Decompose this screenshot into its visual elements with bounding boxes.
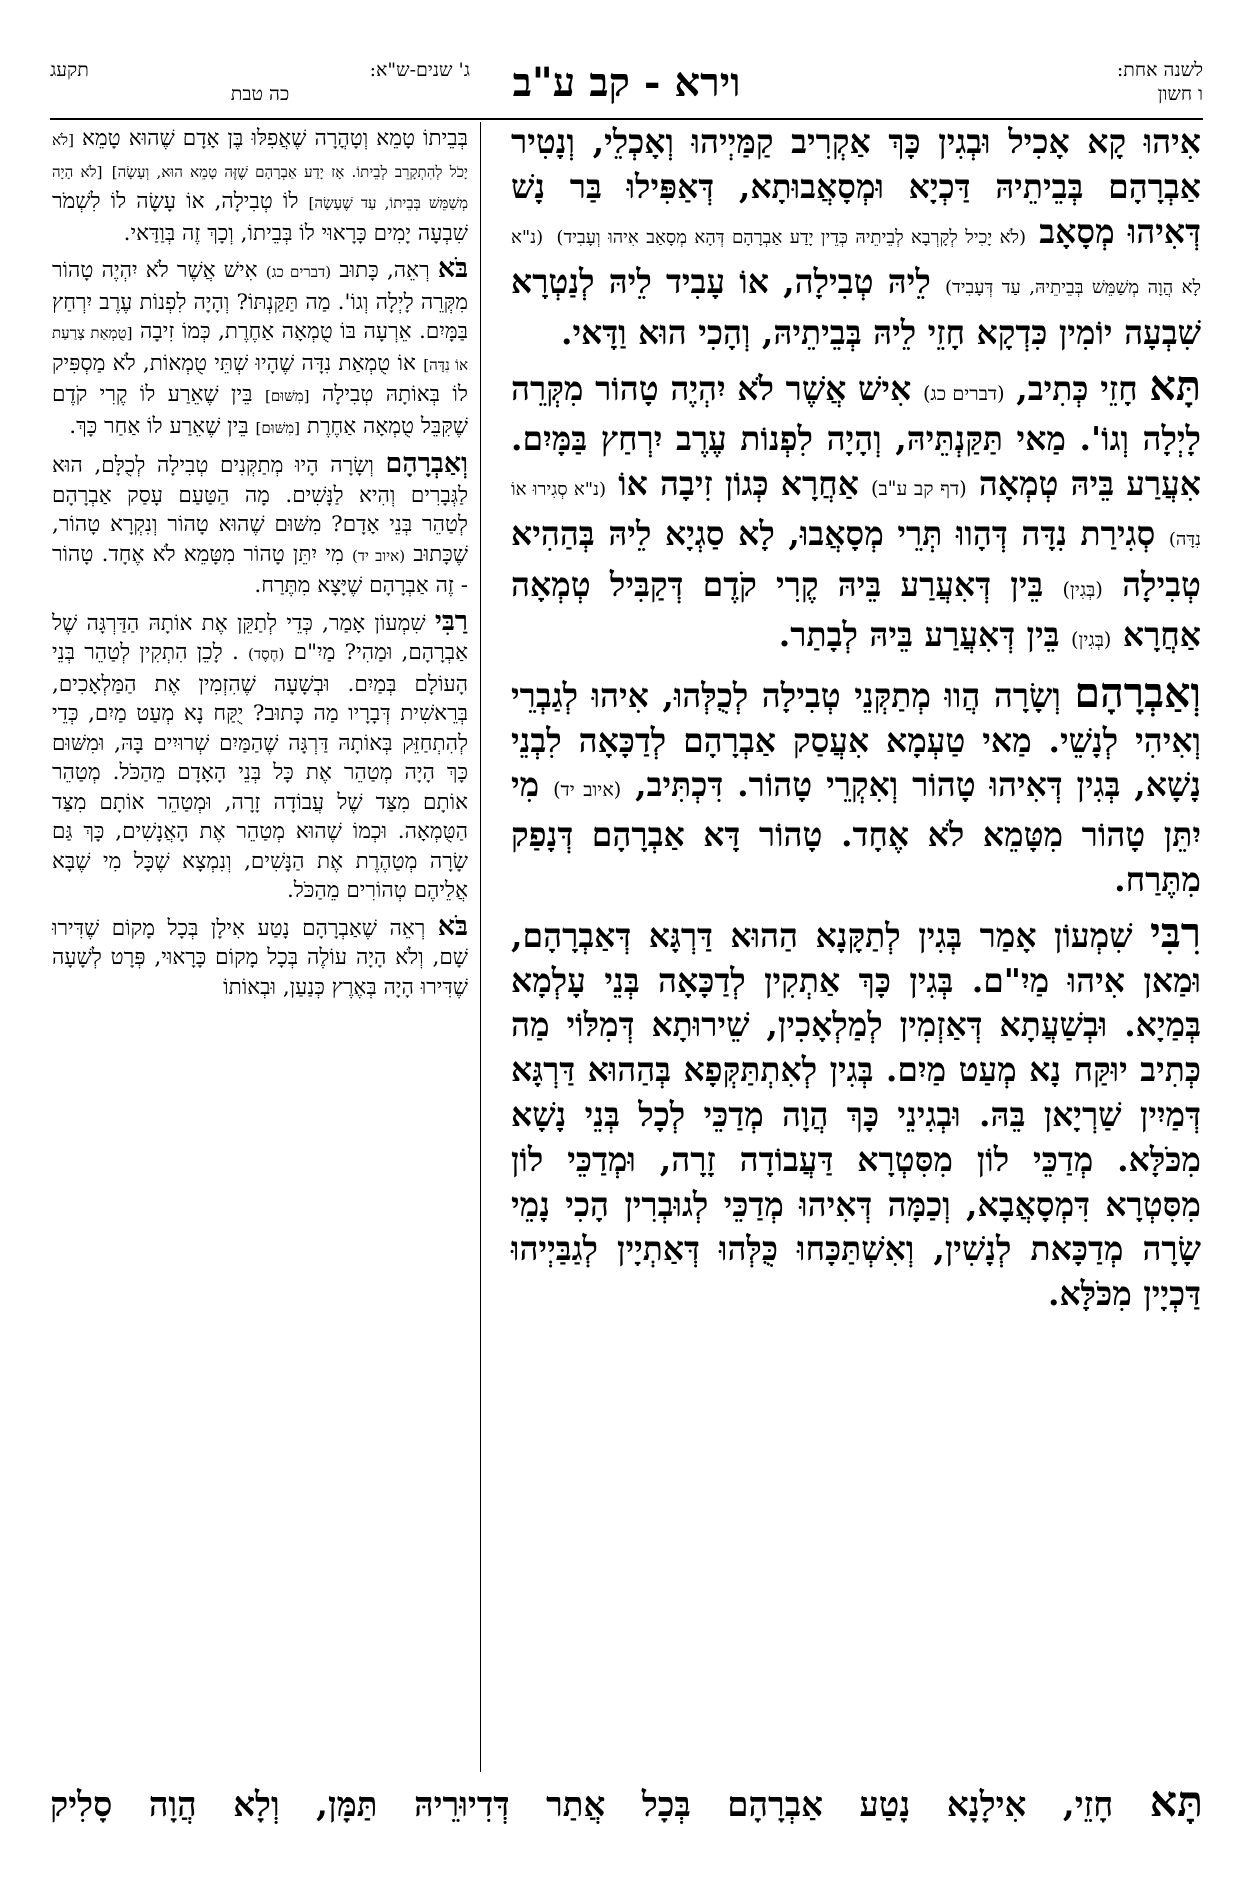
side-p1-text-2: לוֹ טְבִילָה, אוֹ עָשָׂה לוֹ לִשְׁמֹר שִׁבְעָה יָמִים כָּרָאוּי לוֹ בְּבֵיתוֹ, וְכָךְ זֶה בְּוַדַּאי. xyxy=(52,189,468,246)
three-year-schedule-label: ג' שנים-ש"א: xyxy=(369,59,470,81)
side-p2-text-5: בֵּין שֶׁאֵרַע לוֹ אַחַר כָּךְ. xyxy=(69,413,249,439)
main-p4-text: שִׁמְעוֹן אָמַר בְּגִין לְתַקָּנָא הַהוּא דַּרְגָּא דְּאַבְרָהָם, וּמַאן אִיהוּ מַיִ"ם. בְּגִין כָּךְ אַתְקִין לְדַכָּאָה בְּנֵי עָלְמָא בְּמַיָא. וּבְשַׁעֲתָא דְּאַזְמִין לְמַלְאָכִין, שֵׁירוּתָא דְּמִלּוֹי מַה כְּתִיב יוּקַּח נָא מְעַט מַיִם. בְּגִין לְאִתְתַּקְּפָא בְּהַהוּא דַּרְגָּא דְּמַיִין שַׁרְיָאן בֵּהּ. וּבְגִינֵי כָּךְ הֲוָה מְדַכֵּי לְכָל בְּנֵי נָשָׁא מִכֹּלָּא. מְדַכֵּי לוֹן מִסִּטְרָא דַּעֲבוֹדָה זָרָה, וּמְדַכֵּי לוֹן מִסִּטְרָא דִּמְסָאֲבָא, וְכַמָּה דְּאִיהוּ מְדַכֵּי לְגוּבְרִין הָכִי נָמֵי שָׂרָה מְדַכָּאת לְנָשִׁין, וְאִשְׁתַּכָּחוּ כֻּלְּהוּ דְּאַתְיָין לְגַבַּיְיהוּ דַּכְיָין מִכֹּלָּא. xyxy=(511,915,1201,1314)
main-p2-source-4: (בְּגִין) xyxy=(1071,627,1112,651)
side-p1-note-1: [לֹא יָכֹל לְהִתְקָרֵב לְבֵיתוֹ. אָז יָדַע אַבְרָהָם שֶׁזֶּה טָמֵא הוּא, וְעָשָׂה] xyxy=(52,131,468,181)
main-p2-source-2: (דף קב ע"ב) xyxy=(871,476,967,500)
side-p3-lead-word: וְאַבְרָהָם xyxy=(385,448,468,479)
side-p4-source: (חֶסֶד) xyxy=(248,645,285,663)
side-p2-text-2: אִישׁ אֲשֶׁר לֹא יִהְיֶה טָהוֹר מִקְּרֵה לָיְלָה וְגוֹ'. מַה תַּקַּנְתּוֹ? וְהָיָה לִפְנוֹת עֶרֶב יִרְחַץ בַּמָּיִם. אֵרְעָה בּוֹ טֻמְאָה אַחֶרֶת, כְּמוֹ זִיבָה xyxy=(52,258,468,344)
side-p2-note-3: [מִשּׁוּם] xyxy=(255,418,301,437)
side-p2-note-2: [מִשּׁוּם] xyxy=(264,387,310,405)
bottom-text: חָזֵי, אִילָנָא נָטַע אַבְרָהָם בְּכָל אֲתַר דְּדִיוּרֵיהּ תַּמָּן, וְלָא הֲוָה סָלִיק xyxy=(50,1785,1114,1825)
side-p2-text-4: בֵּין שֶׁאֵרַע לוֹ קֶרִי קֹדֶם שֶׁקִּבֵּל טֻמְאָה אַחֶרֶת xyxy=(52,382,468,439)
main-p2-text-3: אַחֲרָא כְּגוֹן זִיבָה אוֹ xyxy=(618,463,859,503)
bottom-lead-word: תָּא xyxy=(1149,1778,1203,1827)
main-p2-text-4: סְגִירַת נִדָּה דְּהָווּ תְּרֵי מְסָאֲבוּ, לָא סַגְיָא לֵיהּ בְּהַהִיא טְבִילָה xyxy=(511,514,1201,605)
main-p2-source-3: (בְּגִין) xyxy=(1062,578,1103,602)
side-paragraph-2 xyxy=(52,254,468,443)
side-p2-text: רְאֵה, כָּתוּב xyxy=(339,258,430,283)
yearly-schedule-label: לשנה אחת: xyxy=(1116,59,1203,81)
side-paragraph-3 xyxy=(52,449,468,601)
main-p2-text-6: בֵּין דְּאִעֲרַע בֵּיהּ לְבָתַר. xyxy=(778,614,1060,654)
main-p2-text-2: אִישׁ אֲשֶׁר לֹא יִהְיֶה טָהוֹר מִקְּרֵה לָיְלָה וְגוֹ'. מַאי תַּקַּנְתֵּיהּ, וְהָיָה לִפְנוֹת עֶרֶב יִרְחַץ בַּמָּיִם. אִעֲרַע בֵּיהּ טְמְאָה xyxy=(511,368,1201,503)
main-paragraph-4 xyxy=(511,907,1201,1317)
side-p3-text: וְשָׂרָה הָיוּ מְתַקְּנִים טְבִילָה לְכֻלָּם, הוּא לַגְּבָרִים וְהִיא לַנָּשִׁים. מָה הַטַּעַם עָסַק אַבְרָהָם לְטַהֵר בְּנֵי אָדָם? מִשּׁוּם שֶׁהוּא טָהוֹר וְנִקְרָא טָהוֹר, שֶׁכָּתוּב xyxy=(52,453,468,567)
side-p2-lead-word: בֹּא xyxy=(437,253,469,284)
main-p1-text: אִיהוּ קָא אָכִיל וּבְגִין כָּךְ אַקְרִיב קַמַּיְיהוּ וְאָכְלֵי, וְנָטִיר אַבְרָהָם בְּבֵיתֵיהּ דַּכְיָא וּמְסָאֲבוּתָא, דְּאַפִּילוּ בַּר נָשׁ דְּאִיהוּ מְסָאָב xyxy=(511,122,1201,251)
side-p3-text-2: מִי יִתֵּן טָהוֹר מִטָּמֵא לֹא אֶחָד. טָהוֹר - זֶה אַבְרָהָם שֶׁיָּצָא מִתֶּרַח. xyxy=(52,541,468,598)
side-p1-text: בְּבֵיתוֹ טָמֵא וְטָהֳרָה שֶׁאֲפִלּוּ בֶּן אָדָם שֶׁהוּא טָמֵא xyxy=(82,126,468,151)
side-p2-text-3: אוֹ טֻמְאַת נִדָּה שֶׁהָיוּ שְׁתֵּי טֻמְאוֹת, לֹא מַסְפִּיק לוֹ בְּאוֹתָהּ טְבִילָה xyxy=(52,350,468,407)
main-p4-lead-word: רִבִּי xyxy=(1150,907,1201,957)
side-p2-source: (דברים כג) xyxy=(265,263,332,281)
continuation-line xyxy=(50,1778,1203,1829)
side-p1-note-2: [לֹא הָיָה מְשַׁמֵּשׁ בְּבֵיתוֹ, עַד שֶׁעָשָׂה] xyxy=(52,162,468,212)
main-paragraph-2 xyxy=(511,360,1201,663)
page-title: וירא - קב ע"ב xyxy=(512,59,741,106)
main-p1-note-1: (לֹא יָכִיל לְקָרְבָא לְבֵיתֵיהּ כְּדֵין יָדַע אַבְרָהָם דְּהָא מְסָאַב אִיהוּ וְעָבִיד) xyxy=(556,226,1027,248)
side-p4-text: שִׁמְעוֹן אָמַר, כְּדֵי לְתַקֵּן אֶת אוֹתָהּ הַדַּרְגָּה שֶׁל אַבְרָהָם, וּמַהִי? מַיִ"ם xyxy=(52,610,468,665)
main-p2-text-5: בֵּין דְּאִעֲרַע בֵּיהּ קֶרִי קֹדֶם דְּקַבִּיל טְמְאָה אַחֲרָא xyxy=(511,565,1201,654)
side-p5-text: רְאֵה שֶׁאַבְרָהָם נָטַע אִילָן בְּכָל מָקוֹם שֶׁדִּירוּ שָׁם, וְלֹא הָיָה עוֹלֶה בְּכָל מָקוֹם כָּרָאוּי, פְּרָט לְשָׁעָה שֶׁדִּירוּ הָיָה בְּאֶרֶץ כְּנַעַן, וּבְאוֹתוֹ xyxy=(52,915,468,1000)
page-number: תקעג xyxy=(50,59,89,81)
main-paragraph-1 xyxy=(511,120,1201,356)
main-p1-text-2: לֵיהּ טְבִילָה, אוֹ עָבִיד לֵיהּ לְנַטְרָא שִׁבְעָה יוֹמִין כִּדְקָא חָזֵי לֵיהּ בְּבֵיתֵיהּ, וְהָכִי הוּא וַדָּאי. xyxy=(511,262,1201,353)
side-p2-note-1: [טֻמְאַת צָרַעַת אוֹ נִדָּה] xyxy=(52,324,468,374)
page-header xyxy=(50,58,1203,120)
main-p2-note: (נ"א סְגִירוּ אוֹ נִדָּה) xyxy=(511,478,1201,551)
main-p2-text: חָזֵי כְּתִיב, xyxy=(1016,368,1138,408)
side-paragraph-1 xyxy=(52,124,468,248)
side-p5-lead-word: בֹּא xyxy=(437,910,468,942)
main-paragraph-3 xyxy=(511,667,1201,903)
three-year-schedule-date: כה טבת xyxy=(230,83,290,105)
hebrew-translation-column xyxy=(52,124,468,1008)
main-p2-source-1: (דברים כג) xyxy=(922,381,1005,405)
side-paragraph-5 xyxy=(52,912,468,1003)
main-p3-source: (איוב יד) xyxy=(553,778,622,802)
yearly-schedule-date: ו חשון xyxy=(1157,83,1203,105)
main-p1-note-2: (נ"א לָא הֲוָה מְשַׁמֵּשׁ בְּבֵיתֵיהּ, עַד דְּעָבִיד) xyxy=(511,226,1201,299)
main-p3-text-2: מִי יִתֵּן טָהוֹר מִטָּמֵא לֹא אֶחָד. טָהוֹר דָּא אַבְרָהָם דְּנָפַק מִתֶּרַח. xyxy=(511,765,1201,899)
header-left-block xyxy=(50,58,470,106)
main-p3-text: וְשָׂרָה הֲווּ מְתַקְּנֵי טְבִילָה לְכֻלְּהוּ, אִיהוּ לְגַבְרֵי וְאִיהִי לְנָשֵׁי. מַאי טַעְמָא אִעֲסַק אַבְרָהָם לְדַכָּאָה לִבְנֵי נָשָׁא, בְּגִין דְּאִיהוּ טָהוֹר וְאִקְרֵי טָהוֹר. דִּכְתִּיב, xyxy=(511,675,1201,805)
side-p3-source: (איוב יד) xyxy=(351,546,406,565)
side-p4-text-2: . לָכֵן הִתְקִין לְטַהֵר בְּנֵי הָעוֹלָם בְּמַיִם. וּבְשָׁעָה שֶׁהִזְמִין אֶת הַמַּלְאָכִים, בְּרֵאשִׁית דְּבָרָיו מַה כָּתוּב? יֻקַּח נָא מְעַט מַיִם, כְּדֵי לְהִתְחַזֵּק בְּאוֹתָהּ דַּרְגָּה שֶׁהַמַּיִם שְׁרוּיִים בָּהּ, וּמִשּׁוּם כָּךְ הָיָה מְטַהֵר אֶת כָּל בְּנֵי הָאָדָם מֵהַכֹּל. מְטַהֵר אוֹתָם מִצַּד שֶׁל עֲבוֹדָה זָרָה, וּמְטַהֵר אוֹתָם מִצַּד הַטֻּמְאָה. וּכְמוֹ שֶׁהוּא מְטַהֵר אֶת הָאֲנָשִׁים, כָּךְ גַּם שָׂרָה מְטַהֶרֶת אֶת הַנָּשִׁים, וְנִמְצָא שֶׁכָּל מִי שֶׁבָּא אֲלֵיהֶם טְהוֹרִים מֵהַכֹּל. xyxy=(52,640,468,903)
main-p3-lead-word: וְאַבְרָהָם xyxy=(1074,667,1201,717)
column-divider xyxy=(480,122,481,1772)
aramaic-text-column xyxy=(511,120,1201,1325)
side-p4-lead-word: רַבִּי xyxy=(434,605,468,637)
main-p2-lead-word: תָּא xyxy=(1149,360,1201,410)
side-paragraph-4 xyxy=(52,607,468,906)
